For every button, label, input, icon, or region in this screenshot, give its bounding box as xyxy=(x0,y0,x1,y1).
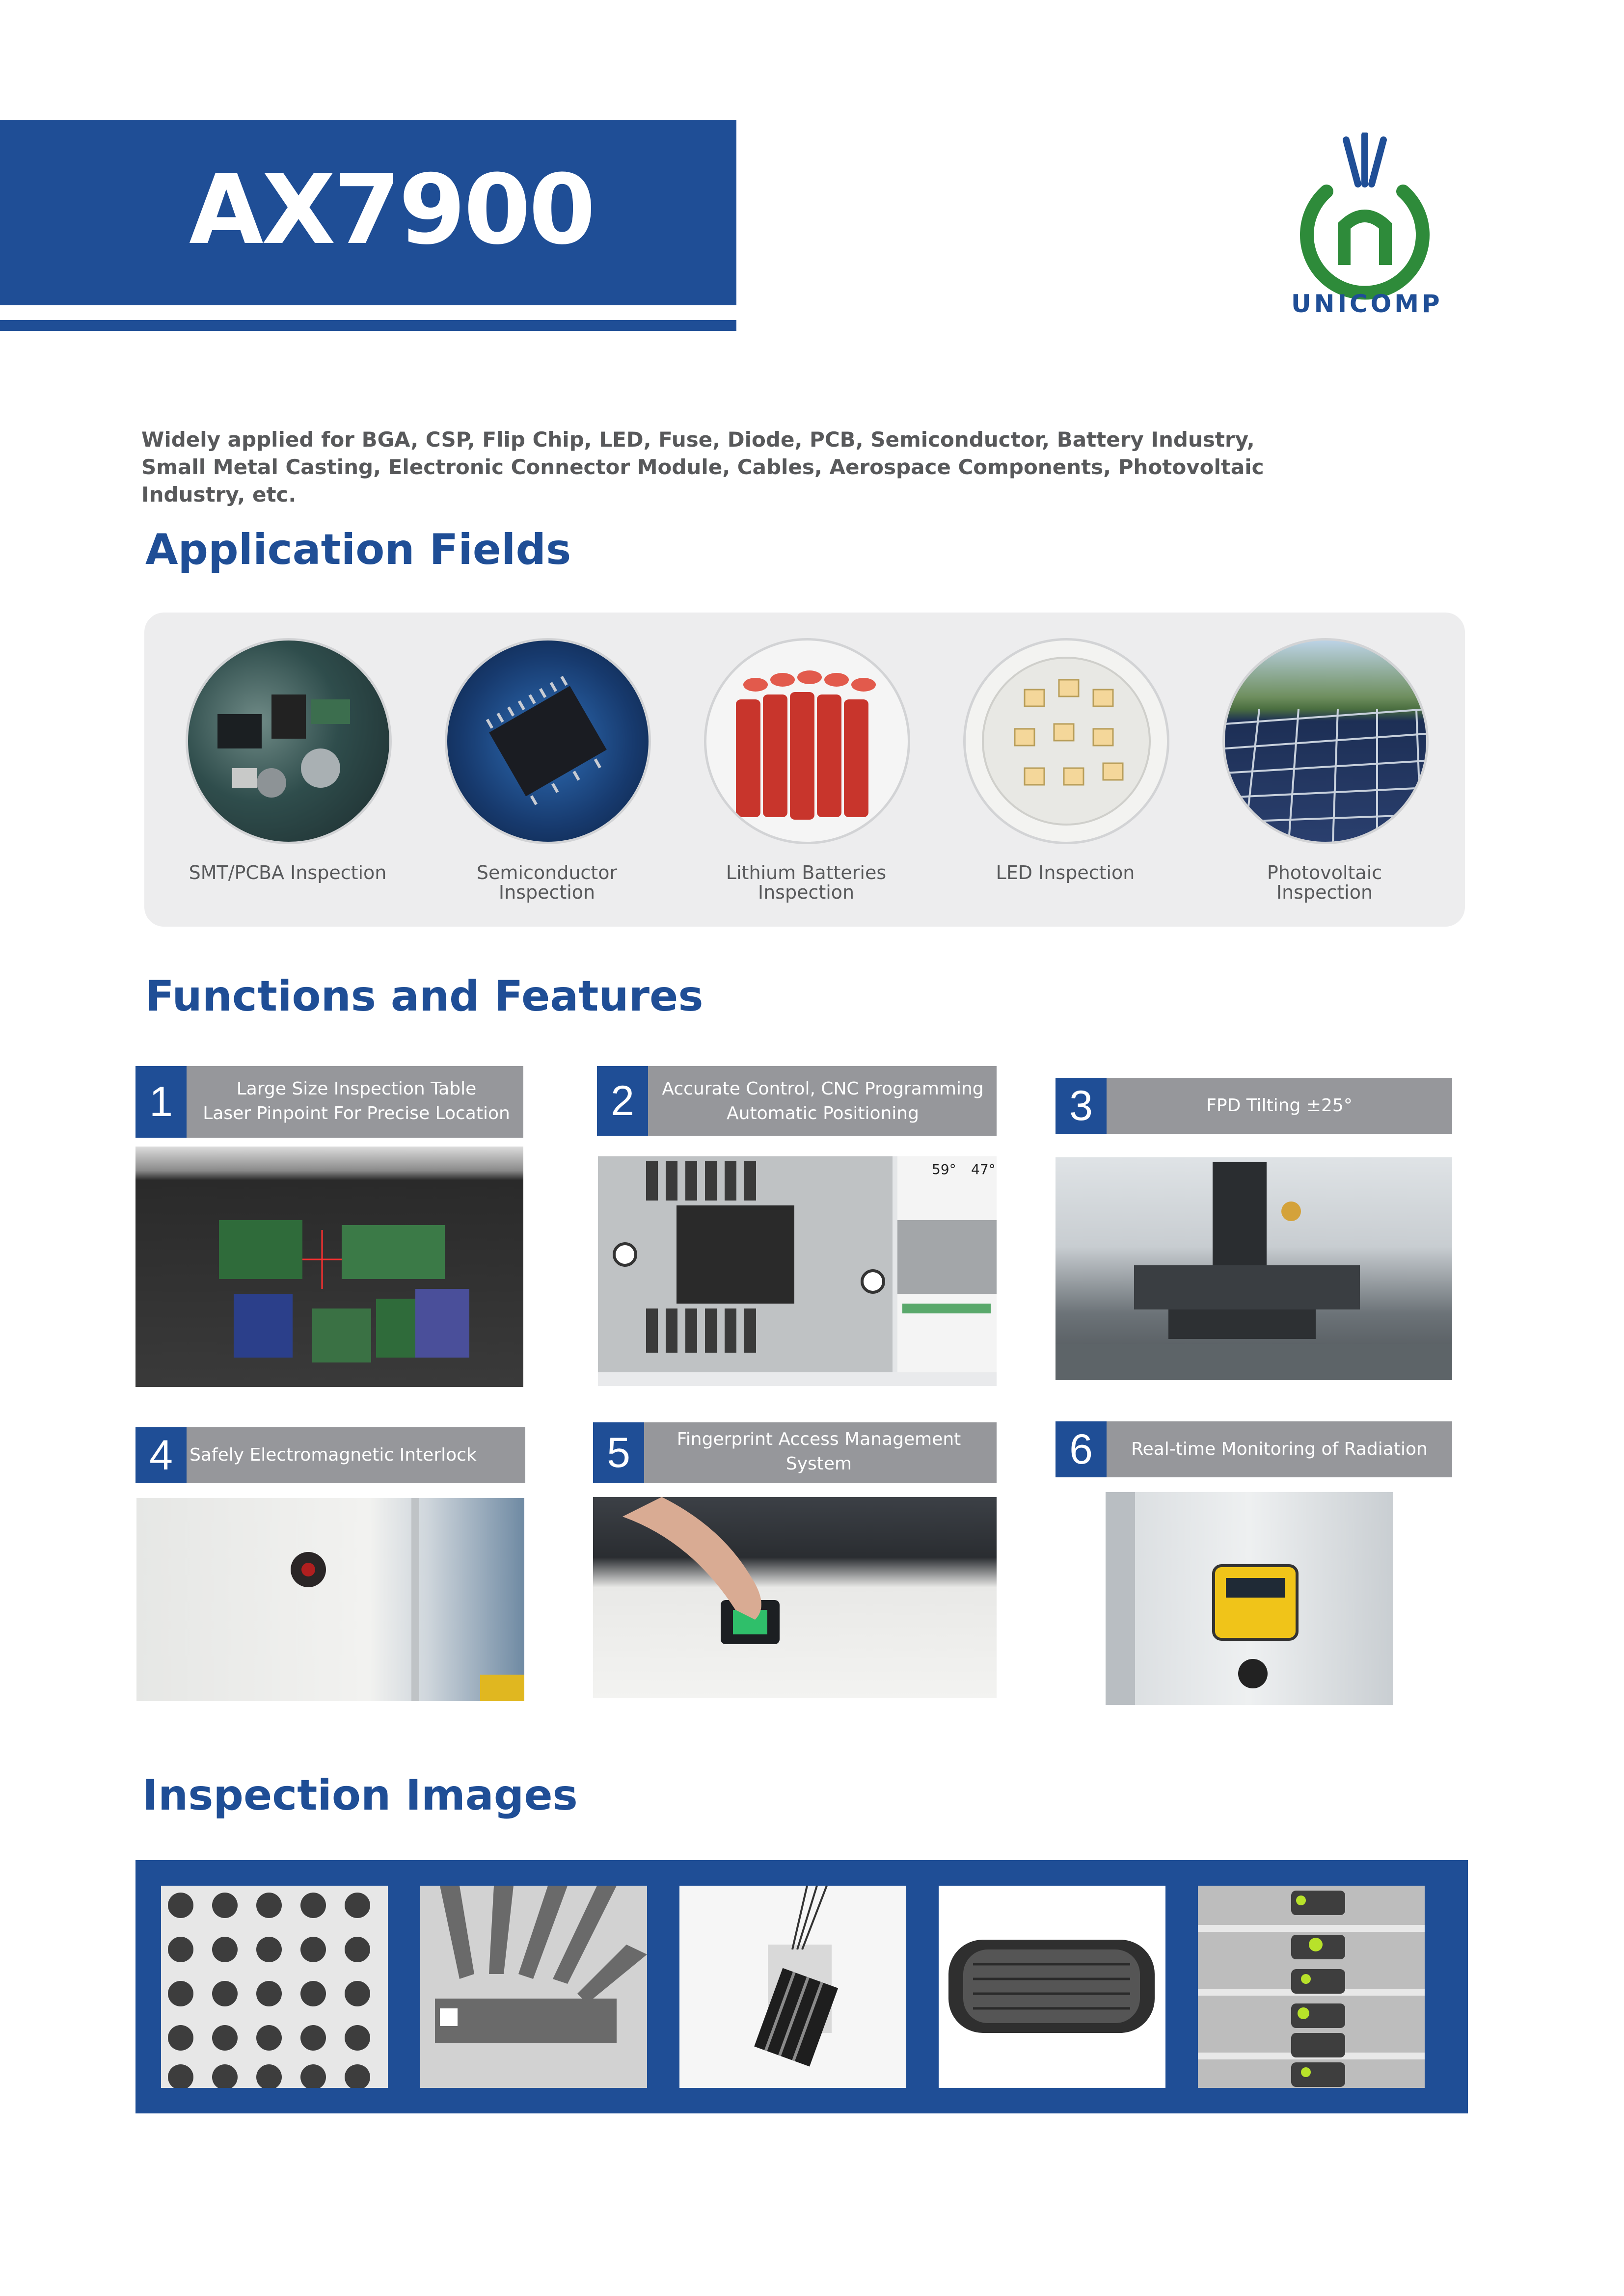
inspection-images-panel xyxy=(135,1860,1468,2113)
feature-1-number: 1 xyxy=(135,1066,187,1138)
radiation-monitor-photo xyxy=(1106,1492,1393,1705)
batteries-photo xyxy=(704,638,910,844)
feature-6-number: 6 xyxy=(1056,1421,1107,1477)
title-underline xyxy=(0,320,736,331)
app-label-led: LED Inspection xyxy=(996,862,1135,883)
feature-2-label: Accurate Control, CNC Programming Automatic Positioning xyxy=(662,1079,984,1123)
feature-5-number: 5 xyxy=(593,1422,644,1483)
app-label-photovoltaic: Photovoltaic Inspection xyxy=(1267,862,1382,903)
feature-6-label: Real-time Monitoring of Radiation xyxy=(1131,1439,1428,1459)
feature-2-header xyxy=(597,1066,997,1136)
intro-text: Widely applied for BGA, CSP, Flip Chip, LED, Fuse, Diode, PCB, Semiconductor, Battery Industry, Small Metal Casting, Electronic Connector Module, Cables, Aerospace Components, Photovoltaic Industry, etc. xyxy=(141,427,1264,507)
chip-photo xyxy=(445,638,651,844)
app-label-semiconductor: Semiconductor Inspection xyxy=(476,862,618,903)
cable-xray-image xyxy=(679,1886,906,2088)
feature-2-number: 2 xyxy=(597,1066,648,1136)
led-board-photo xyxy=(963,638,1169,844)
battery-xray-image xyxy=(939,1886,1165,2088)
feature-3-number: 3 xyxy=(1056,1078,1107,1134)
angle-readout-1: 59° xyxy=(932,1161,956,1177)
app-label-batteries: Lithium Batteries Inspection xyxy=(726,862,887,903)
interlock-photo xyxy=(136,1498,524,1701)
fingerprint-photo xyxy=(593,1497,997,1698)
feature-1-label: Large Size Inspection Table Laser Pinpoint For Precise Location xyxy=(203,1079,510,1123)
solar-panel-photo xyxy=(1222,638,1429,844)
feature-3-label: FPD Tilting ±25° xyxy=(1206,1095,1353,1116)
logo-wordmark: UNICOMP xyxy=(1291,290,1443,318)
feature-5-label: Fingerprint Access Management System xyxy=(677,1429,961,1474)
product-title: AX7900 xyxy=(189,154,594,266)
functions-features-heading: Functions and Features xyxy=(145,972,704,1021)
inspection-table-photo xyxy=(135,1147,523,1387)
fpd-tilting-photo xyxy=(1056,1157,1452,1380)
bga-xray-image xyxy=(161,1886,388,2088)
application-fields-panel xyxy=(144,613,1465,927)
component-xray-image xyxy=(1198,1886,1425,2088)
cnc-software-screenshot xyxy=(598,1156,997,1386)
application-fields-heading: Application Fields xyxy=(145,525,571,574)
leadframe-xray-image xyxy=(420,1886,647,2088)
feature-5-header xyxy=(593,1422,997,1483)
feature-3-header xyxy=(1056,1078,1452,1134)
feature-4-label: Safely Electromagnetic Interlock xyxy=(189,1445,477,1465)
inspection-images-heading: Inspection Images xyxy=(142,1771,578,1820)
angle-readout-2: 47° xyxy=(971,1161,996,1177)
feature-4-number: 4 xyxy=(135,1427,187,1483)
pcb-board-photo xyxy=(186,638,392,844)
feature-6-header xyxy=(1056,1421,1452,1477)
feature-1-header xyxy=(135,1066,523,1138)
app-label-smt: SMT/PCBA Inspection xyxy=(189,862,387,883)
feature-4-header xyxy=(135,1427,525,1483)
